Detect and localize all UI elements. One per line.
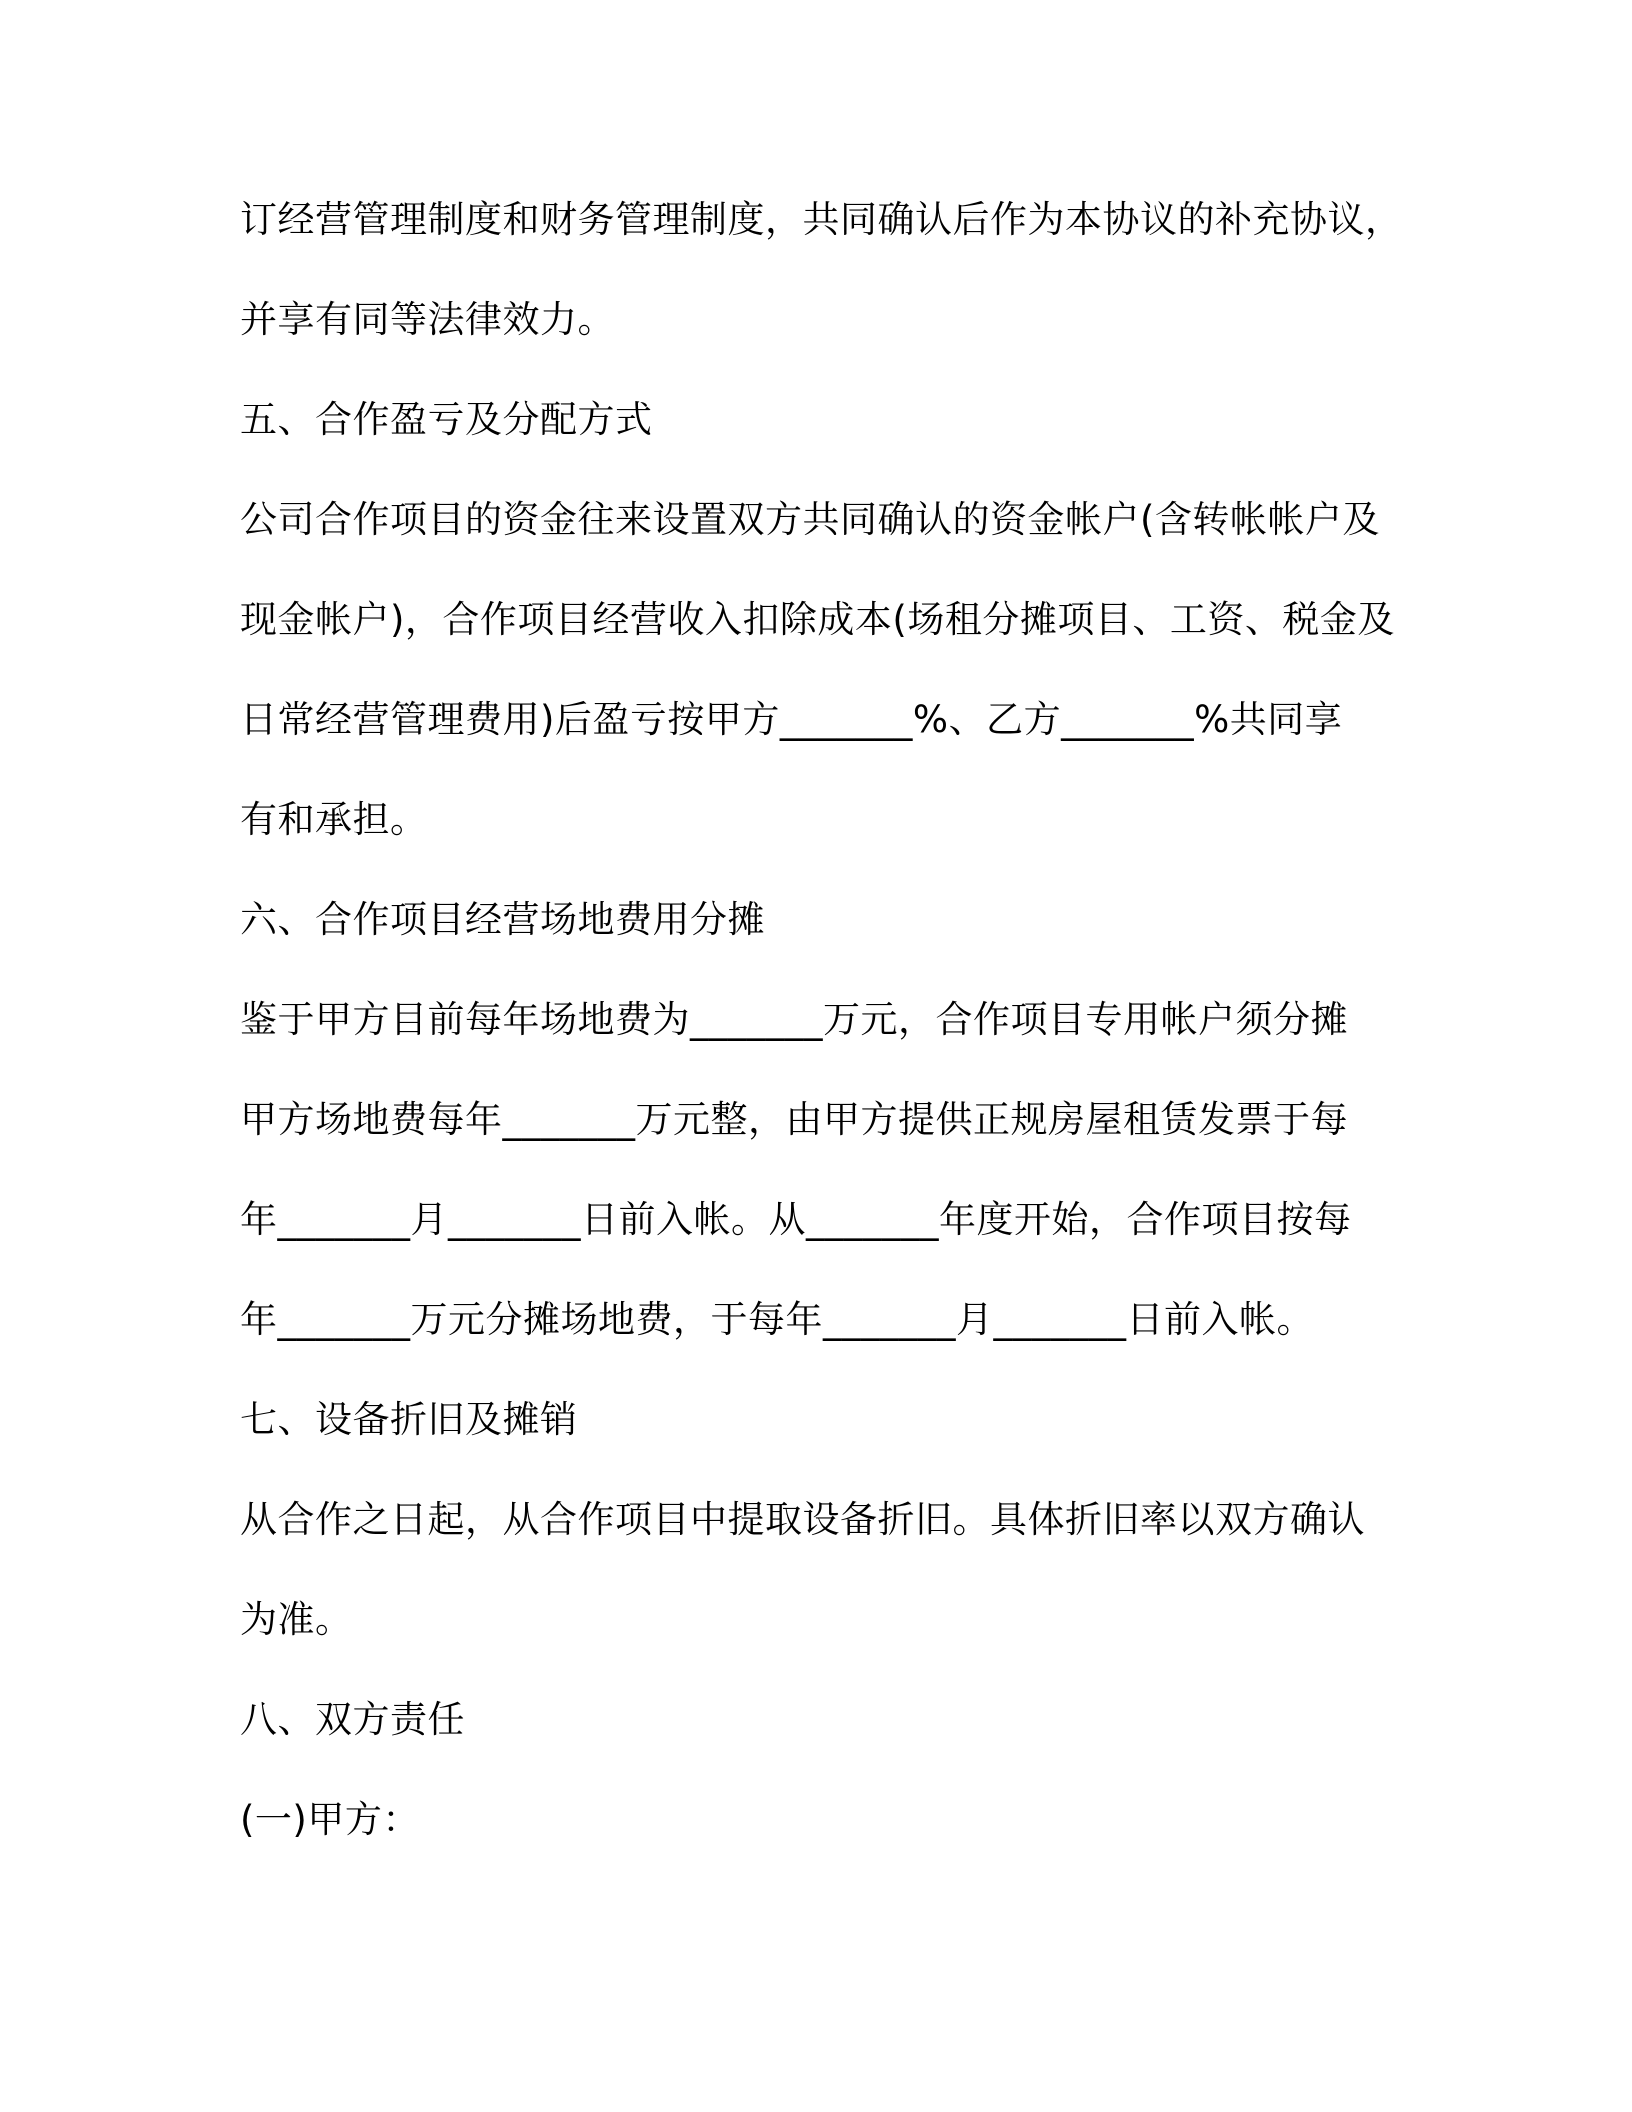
section-heading-7: 七、设备折旧及摊销 [240, 1398, 578, 1441]
body-text-line: 日常经营管理费用)后盈亏按甲方_______%、乙方_______%共同享 [240, 698, 1343, 741]
body-text-line: 鉴于甲方目前每年场地费为_______万元，合作项目专用帐户须分摊 [240, 998, 1348, 1041]
subsection-heading: (一)甲方： [240, 1798, 420, 1841]
body-text-line: 并享有同等法律效力。 [240, 298, 615, 341]
section-heading-8: 八、双方责任 [240, 1698, 465, 1741]
body-text-line: 有和承担。 [240, 798, 428, 841]
body-text-line: 年_______月_______日前入帐。从_______年度开始，合作项目按每 [240, 1198, 1352, 1241]
section-heading-6: 六、合作项目经营场地费用分摊 [240, 898, 765, 941]
body-text-line: 从合作之日起，从合作项目中提取设备折旧。具体折旧率以双方确认 [240, 1498, 1365, 1541]
body-text-line: 订经营管理制度和财务管理制度，共同确认后作为本协议的补充协议， [240, 198, 1403, 241]
body-text-line: 甲方场地费每年_______万元整，由甲方提供正规房屋租赁发票于每 [240, 1098, 1348, 1141]
body-text-line: 公司合作项目的资金往来设置双方共同确认的资金帐户(含转帐帐户及 [240, 498, 1380, 541]
body-text-line: 年_______万元分摊场地费，于每年_______月_______日前入帐。 [240, 1298, 1314, 1341]
body-text-line: 为准。 [240, 1598, 353, 1641]
section-heading-5: 五、合作盈亏及分配方式 [240, 398, 653, 441]
body-text-line: 现金帐户)，合作项目经营收入扣除成本(场租分摊项目、工资、税金及 [240, 598, 1395, 641]
